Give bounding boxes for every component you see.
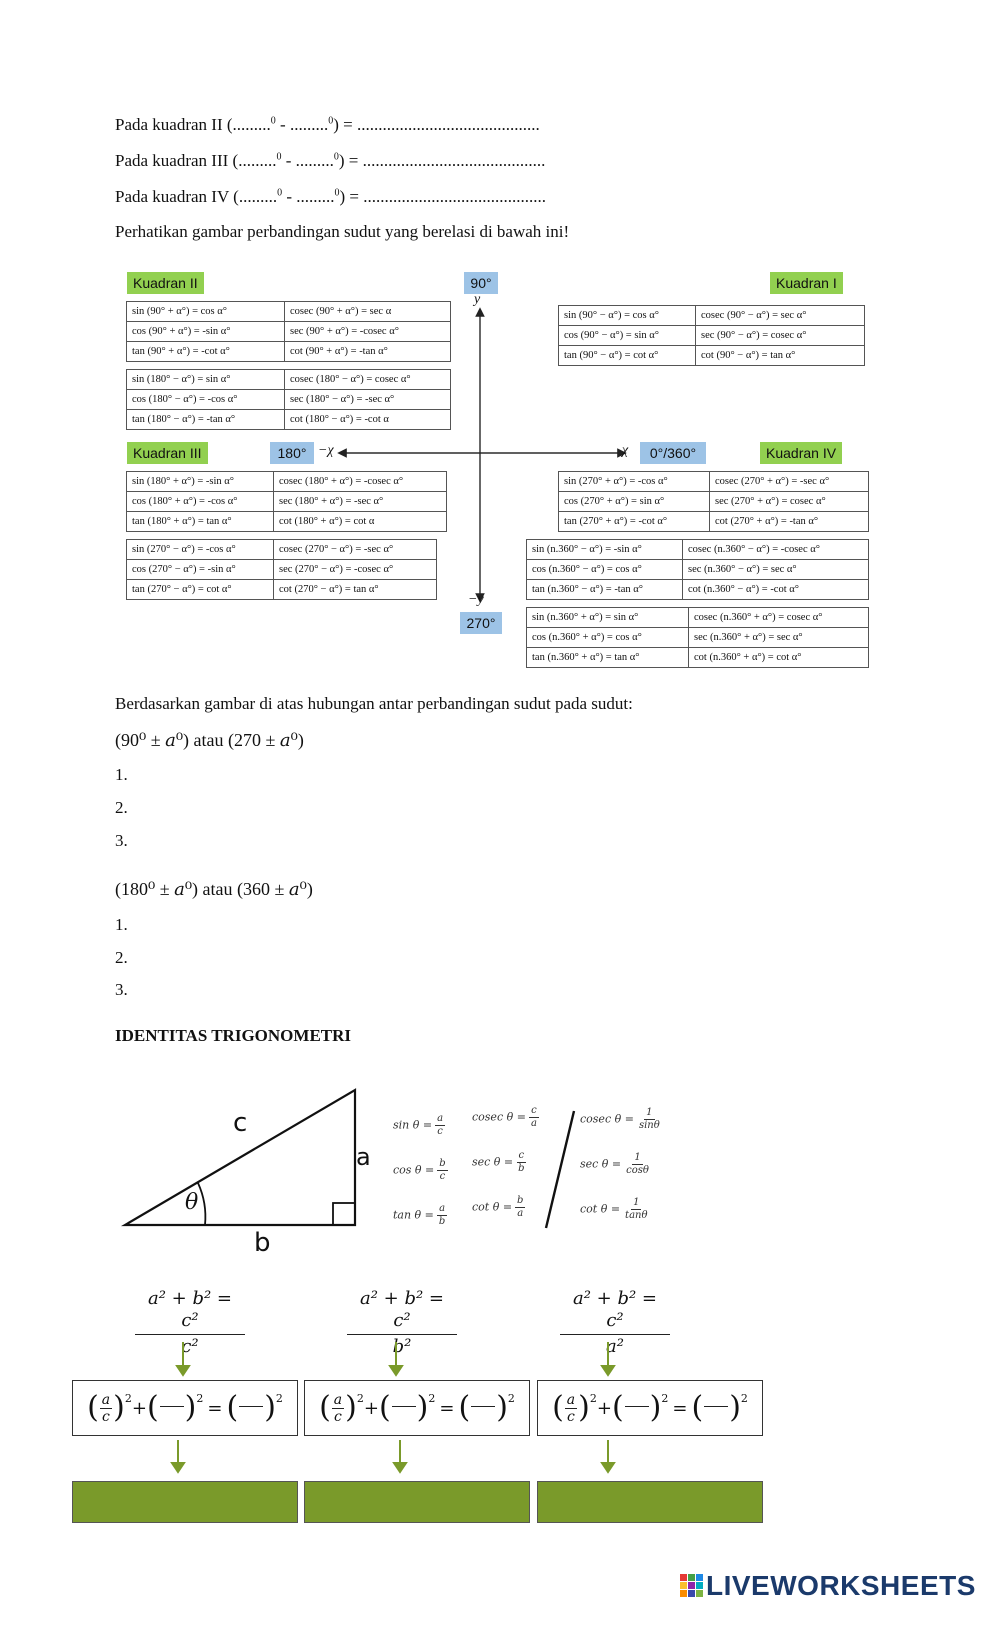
table-quadrant-i: [558, 305, 865, 366]
table-cell: sec (270° − α°) = -cosec α°: [274, 560, 437, 580]
table-quadrant-iii-a: [126, 471, 447, 532]
y-label: y: [474, 292, 481, 307]
instruction-text: Perhatikan gambar perbandingan sudut yang berelasi di bawah ini!: [115, 222, 570, 241]
table-row: [527, 560, 869, 580]
intro-line-q3: Pada kuadran III (.........$^0$ - .........$^0$) = ...........................................: [115, 151, 546, 170]
table-row: [559, 326, 865, 346]
table-cell: cos (90° − α°) = sin α°: [559, 326, 696, 346]
deg-270-label: 270°: [460, 612, 502, 634]
ratio-sec: sec θ = $\frac{c}{b}$: [472, 1150, 525, 1174]
table-cell: sin (n.360° − α°) = -sin α°: [527, 540, 683, 560]
group2-item-3: 3.: [115, 980, 128, 999]
table-row: [127, 580, 437, 600]
table-cell: cos (270° + α°) = sin α°: [559, 492, 710, 512]
table-cell: cosec (n.360° + α°) = cosec α°: [689, 608, 869, 628]
triangle-label-c: c: [233, 1108, 248, 1138]
kuadran-i-label: Kuadran I: [770, 272, 843, 294]
answer-field-1[interactable]: [72, 1481, 298, 1523]
group1-item-1: 1.: [115, 765, 128, 784]
slash-divider: [540, 1108, 580, 1233]
table-cell: sec (n.360° − α°) = sec α°: [683, 560, 869, 580]
table-cell: sin (180° − α°) = sin α°: [127, 370, 285, 390]
pythagoras-over-b2: a² + b² = c² b²: [347, 1288, 457, 1359]
table-cell: cosec (180° − α°) = cosec α°: [285, 370, 451, 390]
table-row: [127, 512, 447, 532]
blank-input[interactable]: [471, 1406, 495, 1407]
table-cell: sin (180° + α°) = -sin α°: [127, 472, 274, 492]
deg-180-label: 180°: [270, 442, 314, 464]
ratio-sec-reciprocal: sec θ = $\frac{1}{\cos\theta}$: [580, 1152, 649, 1176]
ratio-cosec: cosec θ = $\frac{c}{a}$: [472, 1105, 537, 1129]
pythagoras-over-c2: a² + b² = c² c²: [135, 1288, 245, 1359]
table-cell: cos (n.360° + α°) = cos α°: [527, 628, 689, 648]
table-quadrant-iv-a: [558, 471, 869, 532]
ratio-tan: tan θ = $\frac{a}{b}$: [393, 1203, 446, 1227]
neg-y-label: −y: [468, 592, 484, 607]
table-quadrant-iv-c: [526, 607, 869, 668]
table-cell: cot (90° + α°) = -tan α°: [285, 342, 451, 362]
table-cell: sec (180° + α°) = -sec α°: [274, 492, 447, 512]
answer-field-2[interactable]: [304, 1481, 530, 1523]
table-cell: cot (n.360° + α°) = cot α°: [689, 648, 869, 668]
table-cell: tan (270° + α°) = -cot α°: [559, 512, 710, 532]
table-row: [127, 342, 451, 362]
table-cell: cosec (90° − α°) = sec α°: [696, 306, 865, 326]
relation-intro: Berdasarkan gambar di atas hubungan antar perbandingan sudut pada sudut:: [115, 694, 633, 713]
table-cell: cosec (90° + α°) = sec α: [285, 302, 451, 322]
triangle-label-a: a: [356, 1143, 371, 1171]
ratio-sin: sin θ = $\frac{a}{c}$: [393, 1113, 444, 1137]
intro-line-q2: Pada kuadran II (.........$^0$ - .........$^0$) = ...........................................: [115, 115, 540, 134]
blank-input[interactable]: [239, 1406, 263, 1407]
table-row: [127, 390, 451, 410]
table-row: [527, 628, 869, 648]
equation-box-1: ( a c ) $^2$ + ( ) $^2$ = ( ) $^2$: [72, 1380, 298, 1436]
deg-90-label: 90°: [464, 272, 498, 294]
intro-line-q4: Pada kuadran IV (.........$^0$ - .........$^0$) = ...........................................: [115, 187, 547, 206]
table-cell: sec (180° − α°) = -sec α°: [285, 390, 451, 410]
table-cell: cosec (270° + α°) = -sec α°: [710, 472, 869, 492]
table-cell: sec (90° − α°) = cosec α°: [696, 326, 865, 346]
table-row: [527, 540, 869, 560]
liveworksheets-logo-icon: [680, 1574, 704, 1602]
table-cell: cos (270° − α°) = -sin α°: [127, 560, 274, 580]
kuadran-iv-label: Kuadran IV: [760, 442, 842, 464]
table-cell: sin (90° + α°) = cos α°: [127, 302, 285, 322]
table-cell: cot (270° − α°) = tan α°: [274, 580, 437, 600]
table-row: [127, 410, 451, 430]
deg-0-360-label: 0°/360°: [640, 442, 706, 464]
table-row: [127, 322, 451, 342]
group2-item-2: 2.: [115, 948, 128, 967]
table-cell: cot (90° − α°) = tan α°: [696, 346, 865, 366]
table-cell: cot (270° + α°) = -tan α°: [710, 512, 869, 532]
table-cell: cot (180° − α°) = -cot α: [285, 410, 451, 430]
table-quadrant-ii-b: [126, 369, 451, 430]
table-row: [127, 560, 437, 580]
neg-x-label: −χ: [318, 443, 334, 458]
table-quadrant-iii-b: [126, 539, 437, 600]
group1-title: (90⁰ ± 𝑎⁰) atau (270 ± 𝑎⁰): [115, 730, 304, 750]
table-cell: tan (n.360° + α°) = tan α°: [527, 648, 689, 668]
table-cell: cos (180° − α°) = -cos α°: [127, 390, 285, 410]
ratio-cos: cos θ = $\frac{b}{c}$: [393, 1158, 446, 1182]
table-row: [559, 512, 869, 532]
table-cell: tan (270° − α°) = cot α°: [127, 580, 274, 600]
group1-item-2: 2.: [115, 798, 128, 817]
table-cell: sin (90° − α°) = cos α°: [559, 306, 696, 326]
table-cell: cot (n.360° − α°) = -cot α°: [683, 580, 869, 600]
table-cell: cosec (270° − α°) = -sec α°: [274, 540, 437, 560]
equation-box-2: ( a c ) $^2$ + ( ) $^2$ = ( ) $^2$: [304, 1380, 530, 1436]
ratio-cot-reciprocal: cot θ = $\frac{1}{\tan\theta}$: [580, 1197, 648, 1221]
table-cell: tan (90° + α°) = -cot α°: [127, 342, 285, 362]
blank-input[interactable]: [392, 1406, 416, 1407]
pythagoras-over-a2: a² + b² = c² a²: [560, 1288, 670, 1359]
table-quadrant-iv-b: [526, 539, 869, 600]
answer-field-3[interactable]: [537, 1481, 763, 1523]
table-row: [559, 472, 869, 492]
table-row: [559, 306, 865, 326]
ratio-cosec-reciprocal: cosec θ = $\frac{1}{\sin\theta}$: [580, 1107, 660, 1131]
table-row: [559, 492, 869, 512]
table-row: [127, 472, 447, 492]
blank-input[interactable]: [704, 1406, 728, 1407]
ratio-cot: cot θ = $\frac{b}{a}$: [472, 1195, 524, 1219]
kuadran-ii-label: Kuadran II: [127, 272, 204, 294]
triangle-label-theta: θ: [185, 1190, 199, 1215]
table-row: [127, 492, 447, 512]
equation-box-3: ( a c ) $^2$ + ( ) $^2$ = ( ) $^2$: [537, 1380, 763, 1436]
identity-heading: IDENTITAS TRIGONOMETRI: [115, 1026, 352, 1045]
table-cell: cos (n.360° − α°) = cos α°: [527, 560, 683, 580]
table-cell: cos (180° + α°) = -cos α°: [127, 492, 274, 512]
table-cell: sin (270° + α°) = -cos α°: [559, 472, 710, 492]
table-cell: sec (n.360° + α°) = sec α°: [689, 628, 869, 648]
table-row: [527, 608, 869, 628]
table-cell: cos (90° + α°) = -sin α°: [127, 322, 285, 342]
table-cell: cosec (180° + α°) = -cosec α°: [274, 472, 447, 492]
table-cell: sec (90° + α°) = -cosec α°: [285, 322, 451, 342]
table-cell: cot (180° + α°) = cot α: [274, 512, 447, 532]
table-cell: tan (n.360° − α°) = -tan α°: [527, 580, 683, 600]
blank-input[interactable]: [625, 1406, 649, 1407]
table-cell: cosec (n.360° − α°) = -cosec α°: [683, 540, 869, 560]
table-cell: sin (270° − α°) = -cos α°: [127, 540, 274, 560]
table-row: [127, 370, 451, 390]
liveworksheets-logo: LIVEWORKSHEETS: [706, 1570, 976, 1601]
group1-item-3: 3.: [115, 831, 128, 850]
table-cell: tan (180° − α°) = -tan α°: [127, 410, 285, 430]
table-row: [527, 580, 869, 600]
table-cell: sin (n.360° + α°) = sin α°: [527, 608, 689, 628]
table-row: [527, 648, 869, 668]
blank-input[interactable]: [160, 1406, 184, 1407]
table-cell: sec (270° + α°) = cosec α°: [710, 492, 869, 512]
group2-item-1: 1.: [115, 915, 128, 934]
table-quadrant-ii-a: [126, 301, 451, 362]
triangle-label-b: b: [254, 1228, 271, 1258]
table-row: [127, 540, 437, 560]
x-label: χ: [622, 443, 629, 458]
table-cell: tan (180° + α°) = tan α°: [127, 512, 274, 532]
table-row: [559, 346, 865, 366]
table-row: [127, 302, 451, 322]
group2-title: (180⁰ ± 𝑎⁰) atau (360 ± 𝑎⁰): [115, 879, 313, 899]
kuadran-iii-label: Kuadran III: [127, 442, 208, 464]
table-cell: tan (90° − α°) = cot α°: [559, 346, 696, 366]
